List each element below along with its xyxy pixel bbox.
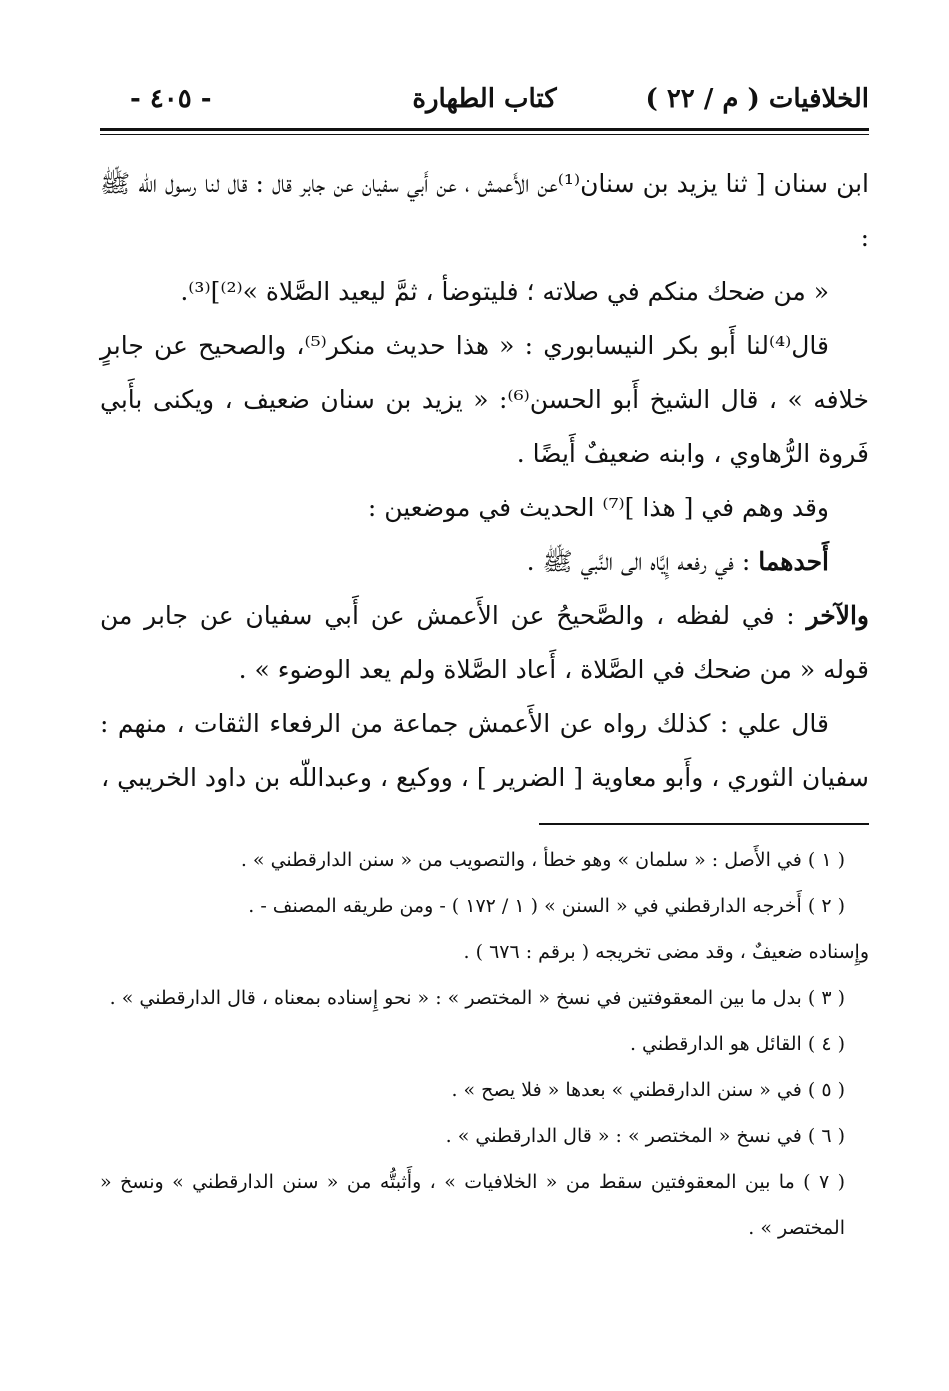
header-divider	[100, 128, 869, 135]
footnote: ( ٢ ) أَخرجه الدارقطني في « السنن » ( ١ / ١٧٢ ) - ومن طريقه المصنف - .	[248, 895, 845, 917]
footnote: ( ٥ ) في « سنن الدارقطني » بعدها « فلا يصح » .	[451, 1079, 845, 1101]
footnote-continuation: وإِسناده ضعيفٌ ، وقد مضى تخريجه ( برقم : ٦٧٦ ) .	[463, 941, 869, 963]
running-header	[100, 78, 869, 124]
header-book-title: الخلافيات ( م / ٢٢ )	[645, 84, 869, 114]
paragraph-text: : في لفظه ، والصَّحيحُ عن الأَعمش عن أَبي سفيان عن جابر من قوله « من ضحك في الصَّلاة ، أَعاد الصَّلاة ولم يعد الوضوء » .	[100, 601, 869, 684]
footnote-divider	[539, 823, 869, 825]
paragraph	[100, 589, 869, 697]
paragraph-text: : في رفعه إِيَّاه الى النَّبي ﷺ .	[526, 547, 759, 576]
footnote: ( ١ ) في الأَصل : « سلمان » وهو خطأ ، والتصويب من « سنن الدارقطني » .	[240, 849, 845, 871]
footnote: ( ٦ ) في نسخ « المختصر » : « قال الدارقطني » .	[445, 1125, 845, 1147]
paragraph: قال علي : كذلك رواه عن الأَعمش جماعة من الرفعاء الثقات ، منهم : سفيان الثوري ، وأَبو معاوية [ الضرير ] ، ووكيع ، وعبداللّه بن داود الخريبي ،	[100, 709, 869, 792]
footnote: ( ٧ ) ما بين المعقوفتين سقط من « الخلافيات » ، وأَثبتُّه من « سنن الدارقطني » ونسخ « المختصر » .	[100, 1171, 846, 1239]
paragraph: « من ضحك منكم في صلاته ؛ فليتوضأ ، ثمَّ ليعيد الصَّلاة »⁽²⁾]⁽³⁾.	[180, 277, 829, 306]
footnote: ( ٣ ) بدل ما بين المعقوفتين في نسخ « المختصر » : « نحو إِسناده بمعناه ، قال الدارقطني » .	[109, 987, 845, 1009]
bold-label: أَحدهما	[758, 547, 829, 576]
paragraph: وقد وهم في [ هذا ]⁽⁷⁾ الحديث في موضعين :	[367, 493, 829, 522]
footnotes	[100, 837, 869, 1251]
main-text	[100, 157, 869, 805]
bold-label: والآخر	[806, 601, 869, 630]
paragraph: ابن سنان [ ثنا يزيد بن سنان⁽¹⁾عن الأَعمش ، عن أَبي سفيان عن جابر قال : قال لنا رسول اللّه ﷺ :	[100, 169, 869, 252]
paragraph	[100, 535, 869, 589]
header-chapter-title: كتاب الطهارة	[412, 84, 557, 114]
page-number: - ٤٠٥ -	[130, 84, 212, 114]
paragraph: قال⁽⁴⁾لنا أَبو بكر النيسابوري : « هذا حديث منكر⁽⁵⁾، والصحيح عن جابرٍ خلافه » ، قال الشيخ أَبو الحسن⁽⁶⁾: « يزيد بن سنان ضعيف ، ويكنى بأَبي فَروة الرُّهاوي ، وابنه ضعيفٌ أَيضًا .	[100, 331, 870, 468]
footnote: ( ٤ ) القائل هو الدارقطني .	[629, 1033, 845, 1055]
